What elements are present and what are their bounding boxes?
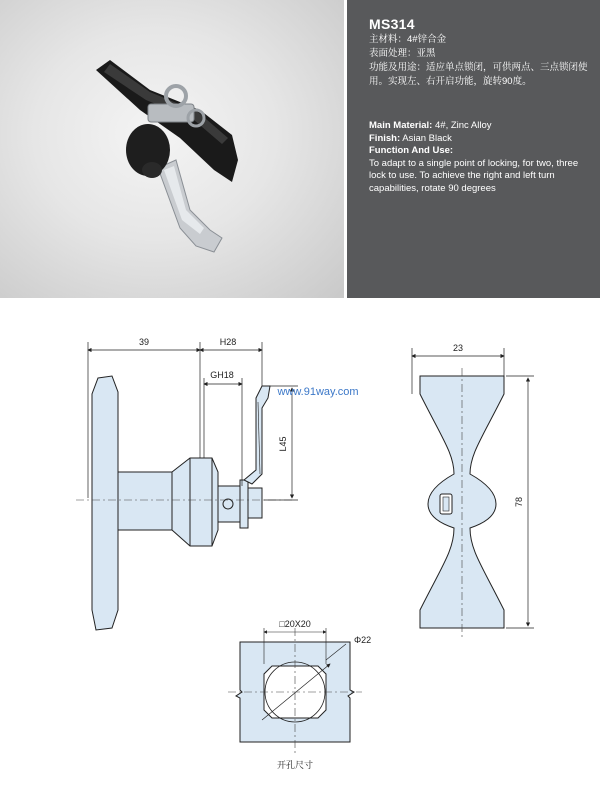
en-function-value: To adapt to a single point of locking, for two, three lock to use. To achieve the right and left turn capabilities, rotate 90 degrees (369, 157, 579, 194)
dim-gh18-label: GH18 (210, 370, 234, 380)
cn-function-value: 适应单点锁闭，可供两点、三点锁闭使用。实现左、右开启功能，旋转90度。 (369, 62, 588, 87)
en-finish-value: Asian Black (400, 132, 452, 144)
cn-finish-label: 表面处理： (369, 48, 417, 59)
en-material-value: 4#, Zinc Alloy (432, 120, 492, 131)
cutout-caption: 开孔尺寸 (276, 760, 314, 770)
en-function-label: Function And Use: (369, 145, 454, 156)
cn-finish-value: 亚黑 (416, 48, 436, 59)
dim-78-label: 78 (514, 496, 524, 508)
dim-l45-label: L45 (278, 436, 288, 452)
en-finish-label: Finish: (369, 132, 401, 144)
model-number: MS314 (369, 16, 415, 32)
spec-english (369, 120, 594, 195)
en-material-label: Main Material: (369, 120, 433, 131)
dim-phi22-label: Φ22 (354, 635, 372, 645)
spec-chinese (369, 33, 594, 89)
dim-39-label: 39 (138, 337, 150, 347)
cn-material-label: 主材料： (369, 34, 408, 45)
technical-drawing (0, 298, 600, 782)
product-photo (0, 0, 344, 298)
cn-material-value: 4#锌合金 (407, 34, 447, 45)
dim-h28-label: H28 (219, 337, 237, 347)
side-view (92, 376, 270, 630)
cn-function-label: 功能及用途： (369, 62, 427, 73)
spec-panel (347, 0, 600, 298)
t-handle-lock-photo (0, 0, 344, 298)
dim-23-label: 23 (452, 343, 464, 353)
dim-20x20-label: □20X20 (279, 619, 311, 629)
watermark: www.91way.com (277, 386, 359, 398)
